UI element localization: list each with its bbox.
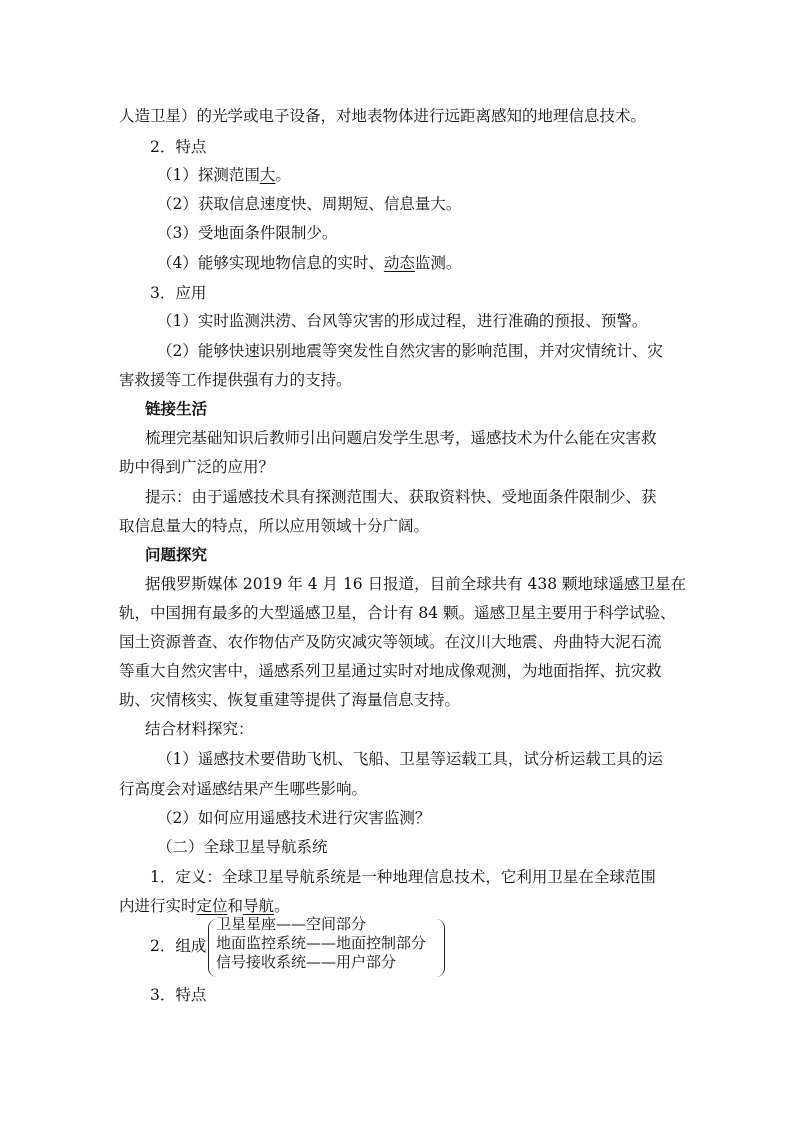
list-item: （2）获取信息速度快、周期短、信息量大。: [157, 195, 462, 213]
text-line: 1．定义：全球卫星导航系统是一种地理信息技术，它利用卫星在全球范围: [150, 868, 656, 886]
subsection-heading-gnss: （二）全球卫星导航系统: [157, 838, 328, 856]
text-line: 据俄罗斯媒体 2019 年 4 月 16 日报道，目前全球共有 438 颗地球遥感卫星在: [145, 575, 687, 593]
composition-row: 卫星星座——空间部分: [216, 915, 367, 933]
text-line: 国土资源普查、农作物估产及防灾减灾等领域。在汶川大地震、舟曲特大泥石流: [119, 633, 662, 651]
text-line: 取信息量大的特点，所以应用领域十分广阔。: [119, 517, 430, 535]
composition-row: 地面监控系统——地面控制部分: [216, 934, 427, 952]
text-line: 内进行实时定位和导航。: [119, 897, 290, 915]
text-line: 行高度会对遥感结果产生哪些影响。: [119, 780, 368, 798]
text-line: 人造卫星）的光学或电子设备，对地表物体进行远距离感知的地理信息技术。: [119, 107, 647, 125]
section-heading-life-link: 链接生活: [145, 399, 208, 418]
text-line: 梳理完基础知识后教师引出问题启发学生思考，遥感技术为什么能在灾害救: [145, 429, 657, 447]
composition-row: 信号接收系统——用户部分: [216, 953, 397, 971]
list-item: （4）能够实现地物信息的实时、动态监测。: [157, 254, 462, 272]
heading-applications: 3．应用: [150, 284, 207, 302]
composition-label: 2．组成: [150, 937, 207, 955]
heading-gnss-features: 3．特点: [150, 986, 207, 1004]
text-line: 提示：由于遥感技术具有探测范围大、获取资料快、受地面条件限制少、获: [145, 488, 657, 506]
question-item: （2）如何应用遥感技术进行灾害监测？: [157, 809, 431, 827]
list-item: （2）能够快速识别地震等突发性自然灾害的影响范围，并对灾情统计、灾: [157, 342, 663, 360]
text-line: 助中得到广泛的应用？: [119, 458, 275, 476]
composition-block: [150, 913, 470, 979]
right-brace: [436, 919, 445, 977]
section-heading-inquiry: 问题探究: [145, 545, 208, 564]
list-item: （1）实时监测洪涝、台风等灾害的形成过程，进行准确的预报、预警。: [157, 312, 648, 330]
list-item: （3）受地面条件限制少。: [157, 224, 338, 242]
text-line: 结合材料探究：: [145, 720, 254, 738]
text-line: 轨，中国拥有最多的大型遥感卫星，合计有 84 颗。遥感卫星主要用于科学试验、: [119, 604, 676, 622]
text-line: 助、灾情核实、恢复重建等提供了海量信息支持。: [119, 691, 461, 709]
text-line: 害救援等工作提供强有力的支持。: [119, 371, 352, 389]
list-item: （1）探测范围大。: [157, 166, 291, 184]
text-line: 等重大自然灾害中，遥感系列卫星通过实时对地成像观测，为地面指挥、抗灾救: [119, 662, 662, 680]
question-item: （1）遥感技术要借助飞机、飞船、卫星等运载工具，试分析运载工具的运: [157, 750, 663, 768]
heading-features: 2．特点: [150, 138, 207, 156]
